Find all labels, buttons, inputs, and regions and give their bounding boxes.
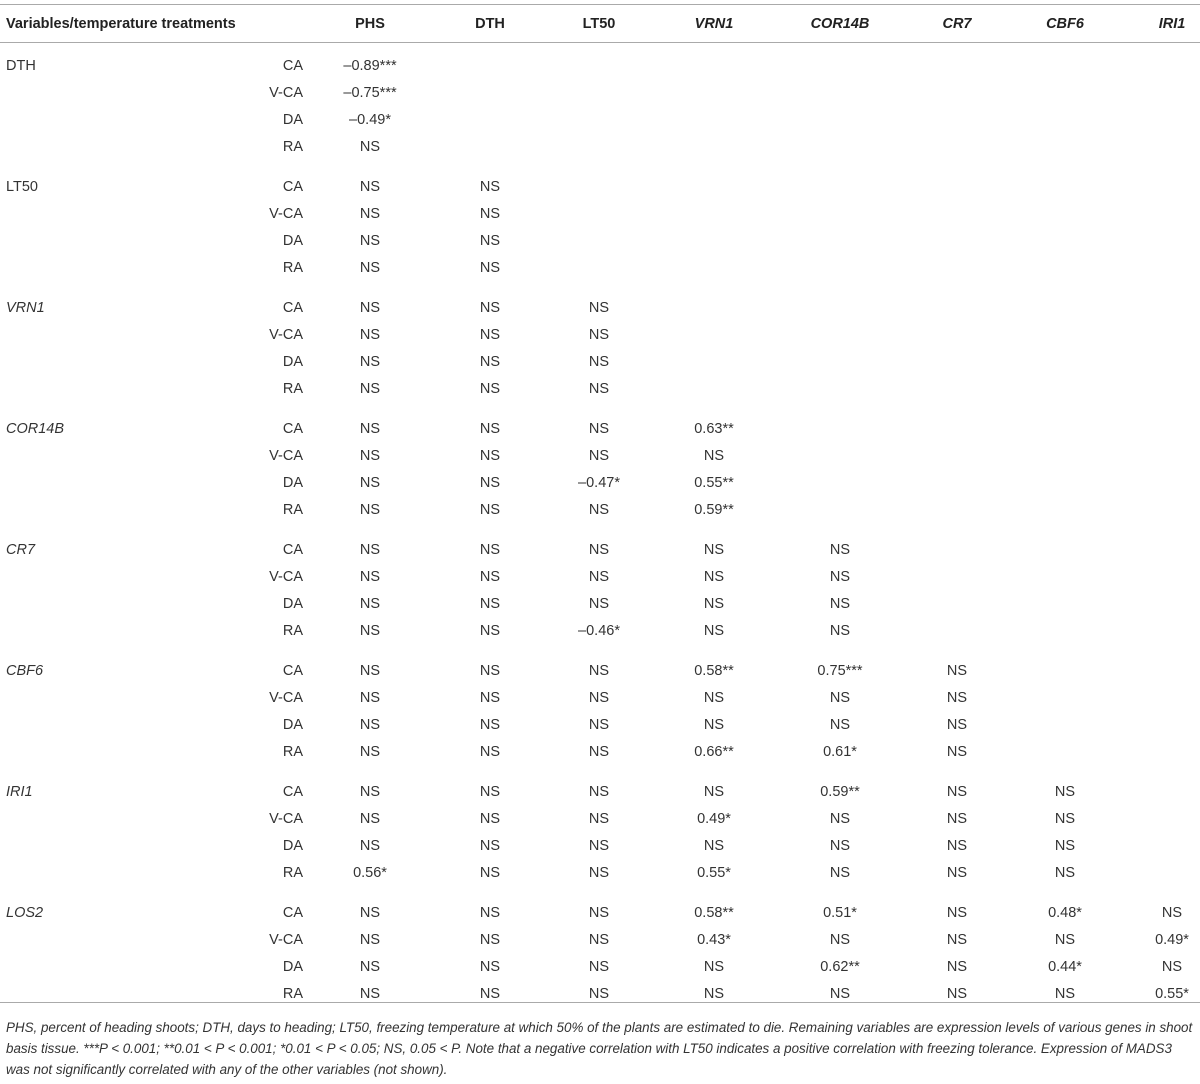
- correlation-cell: NS: [703, 985, 725, 1002]
- correlation-cell: NS: [829, 837, 851, 854]
- row-treatment-label: RA: [282, 380, 303, 397]
- correlation-cell: NS: [479, 259, 501, 276]
- correlation-cell: NS: [359, 622, 381, 639]
- correlation-cell: NS: [479, 716, 501, 733]
- correlation-cell: NS: [479, 905, 501, 921]
- correlation-cell: NS: [703, 716, 725, 733]
- correlation-cell: NS: [588, 380, 610, 397]
- correlation-cell: NS: [946, 743, 968, 760]
- row-treatment-label: CA: [282, 300, 303, 316]
- correlation-cell: NS: [359, 784, 381, 800]
- row-treatment-label: RA: [282, 743, 303, 760]
- correlation-cell: NS: [588, 837, 610, 854]
- row-treatment-label: RA: [282, 622, 303, 639]
- correlation-cell: –0.89***: [343, 58, 397, 74]
- correlation-cell: NS: [703, 958, 725, 975]
- correlation-cell: NS: [479, 743, 501, 760]
- correlation-cell: 0.55**: [694, 474, 734, 491]
- correlation-cell: –0.47*: [578, 474, 620, 491]
- correlation-cell: NS: [703, 595, 725, 612]
- column-header-phs: PHS: [355, 16, 385, 32]
- correlation-cell: NS: [479, 179, 501, 195]
- column-header-cor14b: COR14B: [810, 16, 870, 32]
- correlation-cell: NS: [946, 864, 968, 881]
- row-variable-los2: LOS2: [6, 905, 44, 921]
- correlation-cell: NS: [946, 905, 968, 921]
- correlation-cell: NS: [479, 784, 501, 800]
- correlation-cell: NS: [588, 421, 610, 437]
- row-treatment-label: V-CA: [269, 84, 303, 101]
- column-header-cbf6: CBF6: [1046, 16, 1084, 32]
- correlation-cell: 0.48*: [1048, 905, 1082, 921]
- correlation-cell: –0.49*: [349, 111, 391, 128]
- correlation-cell: 0.63**: [694, 421, 734, 437]
- table-footnote: PHS, percent of heading shoots; DTH, days to heading; LT50, freezing temperature at which 50% of the plants are estimated to die. Remaining variables are expression levels of various genes in shoot basis tissue. ***P < 0.001; **0.01 < P < 0.001; *0.01 < P < 0.05; NS, 0.05 < P. Note that a negative correlation with LT50 indicates a positive correlation with freezing tolerance. Expression of MADS3 was not significantly correlated with any of the other variables (not shown).: [6, 1020, 1193, 1077]
- correlation-cell: NS: [588, 784, 610, 800]
- row-variable-cor14b: COR14B: [6, 421, 65, 437]
- correlation-cell: 0.58**: [694, 663, 734, 679]
- row-variable-lt50: LT50: [6, 179, 38, 195]
- correlation-cell: 0.51*: [823, 905, 857, 921]
- row-treatment-label: CA: [282, 784, 303, 800]
- correlation-cell: NS: [829, 810, 851, 827]
- correlation-cell: NS: [588, 864, 610, 881]
- correlation-cell: NS: [359, 810, 381, 827]
- correlation-cell: NS: [588, 663, 610, 679]
- correlation-cell: NS: [946, 716, 968, 733]
- correlation-cell: NS: [588, 353, 610, 370]
- correlation-cell: NS: [359, 447, 381, 464]
- correlation-cell: 0.44*: [1048, 958, 1082, 975]
- correlation-cell: 0.61*: [823, 743, 857, 760]
- correlation-cell: NS: [359, 958, 381, 975]
- row-treatment-label: V-CA: [269, 326, 303, 343]
- correlation-cell: NS: [359, 501, 381, 518]
- row-variable-vrn1: VRN1: [6, 300, 45, 316]
- correlation-cell: 0.49*: [1155, 931, 1189, 948]
- correlation-cell: NS: [588, 542, 610, 558]
- correlation-cell: 0.55*: [1155, 985, 1189, 1002]
- row-treatment-label: V-CA: [269, 205, 303, 222]
- correlation-cell: 0.66**: [694, 743, 734, 760]
- correlation-cell: NS: [359, 259, 381, 276]
- correlation-cell: NS: [359, 689, 381, 706]
- correlation-cell: NS: [359, 474, 381, 491]
- correlation-cell: NS: [359, 421, 381, 437]
- header-variables-treatments: Variables/temperature treatments: [6, 16, 236, 32]
- correlation-cell: NS: [359, 138, 381, 155]
- row-treatment-label: CA: [282, 905, 303, 921]
- row-variable-iri1: IRI1: [6, 784, 33, 800]
- row-variable-cbf6: CBF6: [6, 663, 44, 679]
- correlation-cell: NS: [703, 689, 725, 706]
- correlation-cell: 0.49*: [697, 810, 731, 827]
- correlation-cell: NS: [479, 300, 501, 316]
- correlation-cell: NS: [588, 595, 610, 612]
- row-treatment-label: CA: [282, 421, 303, 437]
- correlation-cell: NS: [359, 837, 381, 854]
- correlation-cell: NS: [588, 810, 610, 827]
- correlation-cell: NS: [479, 542, 501, 558]
- correlation-cell: NS: [479, 864, 501, 881]
- correlation-cell: NS: [829, 595, 851, 612]
- correlation-cell: NS: [359, 568, 381, 585]
- correlation-cell: NS: [946, 985, 968, 1002]
- correlation-cell: NS: [829, 864, 851, 881]
- correlation-cell: NS: [359, 179, 381, 195]
- correlation-cell: NS: [359, 716, 381, 733]
- column-header-dth: DTH: [475, 16, 505, 32]
- correlation-cell: –0.75***: [343, 84, 397, 101]
- row-treatment-label: RA: [282, 501, 303, 518]
- correlation-cell: NS: [479, 326, 501, 343]
- correlation-cell: NS: [588, 501, 610, 518]
- correlation-cell: NS: [829, 716, 851, 733]
- correlation-cell: NS: [359, 931, 381, 948]
- correlation-cell: NS: [703, 784, 725, 800]
- row-treatment-label: DA: [282, 232, 303, 249]
- correlation-cell: NS: [588, 326, 610, 343]
- correlation-cell: NS: [359, 380, 381, 397]
- correlation-cell: NS: [479, 810, 501, 827]
- correlation-cell: NS: [479, 205, 501, 222]
- row-treatment-label: CA: [282, 179, 303, 195]
- correlation-cell: NS: [946, 810, 968, 827]
- correlation-cell: NS: [946, 784, 968, 800]
- correlation-cell: NS: [829, 568, 851, 585]
- correlation-cell: NS: [359, 905, 381, 921]
- correlation-cell: NS: [479, 380, 501, 397]
- column-header-cr7: CR7: [942, 16, 972, 32]
- correlation-cell: NS: [588, 716, 610, 733]
- row-treatment-label: V-CA: [269, 810, 303, 827]
- correlation-cell: NS: [588, 568, 610, 585]
- correlation-cell: NS: [829, 542, 851, 558]
- correlation-cell: NS: [588, 985, 610, 1002]
- correlation-cell: NS: [703, 622, 725, 639]
- correlation-cell: NS: [1054, 931, 1076, 948]
- correlation-cell: NS: [359, 985, 381, 1002]
- correlation-cell: NS: [829, 622, 851, 639]
- correlation-cell: NS: [479, 568, 501, 585]
- row-treatment-label: CA: [282, 663, 303, 679]
- row-treatment-label: DA: [282, 595, 303, 612]
- correlation-cell: NS: [829, 931, 851, 948]
- correlation-cell: NS: [359, 232, 381, 249]
- correlation-cell: NS: [1054, 837, 1076, 854]
- correlation-cell: NS: [479, 663, 501, 679]
- row-treatment-label: V-CA: [269, 568, 303, 585]
- correlation-cell: NS: [479, 501, 501, 518]
- correlation-cell: 0.75***: [817, 663, 863, 679]
- correlation-cell: NS: [479, 232, 501, 249]
- correlation-cell: NS: [946, 663, 968, 679]
- correlation-cell: 0.62**: [820, 958, 860, 975]
- row-variable-dth: DTH: [6, 58, 36, 74]
- correlation-cell: NS: [588, 958, 610, 975]
- correlation-cell: NS: [359, 542, 381, 558]
- correlation-cell: NS: [359, 205, 381, 222]
- correlation-cell: NS: [479, 958, 501, 975]
- correlation-cell: NS: [1161, 905, 1183, 921]
- correlation-cell: NS: [479, 837, 501, 854]
- column-header-lt50: LT50: [582, 16, 616, 32]
- correlation-cell: 0.43*: [697, 931, 731, 948]
- table-header-rule: [0, 42, 1200, 43]
- row-treatment-label: DA: [282, 111, 303, 128]
- correlation-cell: –0.46*: [578, 622, 620, 639]
- correlation-cell: NS: [479, 474, 501, 491]
- correlation-cell: NS: [1054, 864, 1076, 881]
- correlation-cell: NS: [588, 931, 610, 948]
- column-header-iri1: IRI1: [1158, 16, 1186, 32]
- correlation-cell: NS: [703, 837, 725, 854]
- correlation-cell: NS: [829, 689, 851, 706]
- correlation-cell: NS: [359, 353, 381, 370]
- row-treatment-label: RA: [282, 864, 303, 881]
- correlation-cell: NS: [479, 447, 501, 464]
- correlation-cell: NS: [359, 326, 381, 343]
- row-treatment-label: V-CA: [269, 447, 303, 464]
- correlation-cell: NS: [588, 743, 610, 760]
- correlation-cell: NS: [588, 300, 610, 316]
- row-treatment-label: DA: [282, 474, 303, 491]
- correlation-cell: NS: [829, 985, 851, 1002]
- correlation-cell: NS: [1054, 985, 1076, 1002]
- column-header-vrn1: VRN1: [694, 16, 734, 32]
- correlation-cell: 0.59**: [820, 784, 860, 800]
- correlation-cell: 0.56*: [353, 864, 387, 881]
- correlation-cell: NS: [479, 595, 501, 612]
- correlation-cell: NS: [946, 689, 968, 706]
- correlation-cell: 0.58**: [694, 905, 734, 921]
- correlation-cell: NS: [1161, 958, 1183, 975]
- correlation-cell: NS: [479, 931, 501, 948]
- correlation-cell: 0.55*: [697, 864, 731, 881]
- correlation-cell: NS: [359, 300, 381, 316]
- correlation-cell: NS: [946, 958, 968, 975]
- correlation-cell: NS: [946, 931, 968, 948]
- correlation-cell: NS: [1054, 810, 1076, 827]
- correlation-cell: NS: [588, 905, 610, 921]
- row-variable-cr7: CR7: [6, 542, 36, 558]
- row-treatment-label: V-CA: [269, 931, 303, 948]
- row-treatment-label: CA: [282, 542, 303, 558]
- correlation-cell: NS: [479, 622, 501, 639]
- row-treatment-label: DA: [282, 716, 303, 733]
- row-treatment-label: DA: [282, 958, 303, 975]
- row-treatment-label: RA: [282, 985, 303, 1002]
- correlation-cell: NS: [703, 447, 725, 464]
- row-treatment-label: DA: [282, 353, 303, 370]
- correlation-cell: NS: [479, 353, 501, 370]
- correlation-cell: NS: [479, 421, 501, 437]
- row-treatment-label: CA: [282, 58, 303, 74]
- correlation-cell: NS: [479, 689, 501, 706]
- correlation-cell: NS: [588, 689, 610, 706]
- correlation-cell: NS: [359, 595, 381, 612]
- correlation-cell: NS: [703, 542, 725, 558]
- correlation-cell: NS: [479, 985, 501, 1002]
- row-treatment-label: V-CA: [269, 689, 303, 706]
- table-top-rule: [0, 4, 1200, 5]
- row-treatment-label: DA: [282, 837, 303, 854]
- correlation-cell: 0.59**: [694, 501, 734, 518]
- correlation-cell: NS: [703, 568, 725, 585]
- correlation-cell: NS: [359, 663, 381, 679]
- correlation-cell: NS: [359, 743, 381, 760]
- correlation-cell: NS: [946, 837, 968, 854]
- correlation-cell: NS: [588, 447, 610, 464]
- row-treatment-label: RA: [282, 138, 303, 155]
- row-treatment-label: RA: [282, 259, 303, 276]
- correlation-cell: NS: [1054, 784, 1076, 800]
